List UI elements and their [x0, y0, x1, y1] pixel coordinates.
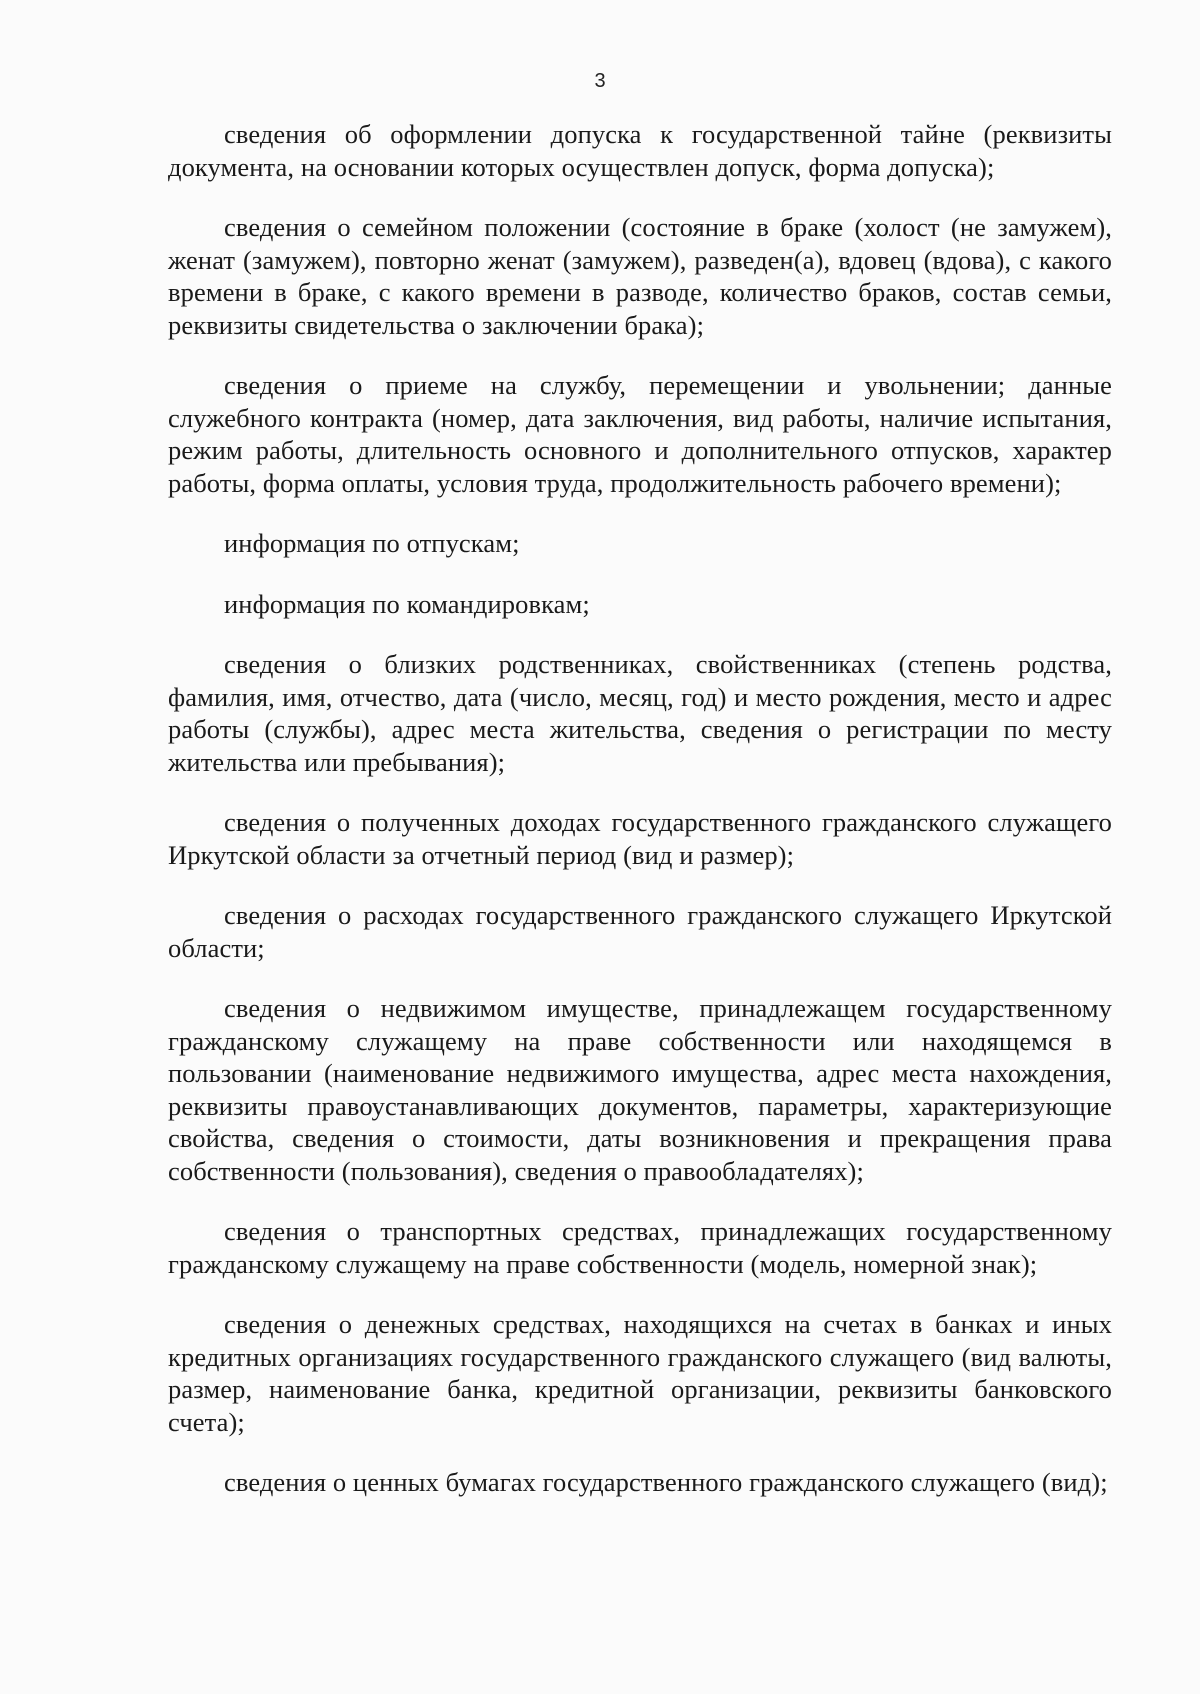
paragraph-bank-accounts: сведения о денежных средствах, находящихся на счетах в банках и иных кредитных организациях государственного гражданского служащего (вид валюты, размер, наименование банка, кредитной организации, реквизиты банковского счета); [168, 1309, 1112, 1437]
paragraph-vacations: информация по отпускам; [224, 528, 520, 558]
paragraph-employment-contract: сведения о приеме на службу, перемещении и увольнении; данные служебного контракта (номер, дата заключения, вид работы, наличие испытания, режим работы, длительность основного и дополнительного отпусков, характер работы, форма оплаты, условия труда, продолжительность рабочего времени); [168, 370, 1112, 498]
paragraph-marital-status: сведения о семейном положении (состояние в браке (холост (не замужем), женат (замужем), повторно женат (замужем), разведен(а), вдовец (вдова), с какого времени в браке, с какого времени в разводе, количество браков, состав семьи, реквизиты свидетельства о заключении брака); [168, 212, 1112, 340]
paragraph-business-trips: информация по командировкам; [224, 588, 590, 619]
paragraph-securities: сведения о ценных бумагах государственного гражданского служащего (вид); [224, 1467, 1108, 1497]
paragraph-relatives: сведения о близких родственниках, свойственниках (степень родства, фамилия, имя, отчество, дата (число, месяц, год) и место рождения, место и адрес работы (службы), адрес места жительства, сведения о регистрации по месту жительства или пребывания); [168, 649, 1112, 777]
paragraph-real-estate: сведения о недвижимом имуществе, принадлежащем государственному гражданскому служащему на праве собственности или находящемся в пользовании (наименование недвижимого имущества, адрес места нахождения, реквизиты правоустанавливающих документов, параметры, характеризующие свойства, сведения о стоимости, даты возникновения и прекращения права собственности (пользования), сведения о правообладателях); [168, 993, 1112, 1186]
page-number: 3 [594, 70, 606, 92]
paragraph-income: сведения о полученных доходах государственного гражданского служащего Иркутской области за отчетный период (вид и размер); [168, 807, 1112, 870]
paragraph-vehicles: сведения о транспортных средствах, принадлежащих государственному гражданскому служащему на праве собственности (модель, номерной знак); [168, 1216, 1112, 1279]
paragraph-expenses: сведения о расходах государственного гражданского служащего Иркутской области; [168, 900, 1112, 963]
document-body [168, 118, 1112, 1527]
paragraph-secrecy-clearance: сведения об оформлении допуска к государственной тайне (реквизиты документа, на основании которых осуществлен допуск, форма допуска); [168, 119, 1112, 182]
